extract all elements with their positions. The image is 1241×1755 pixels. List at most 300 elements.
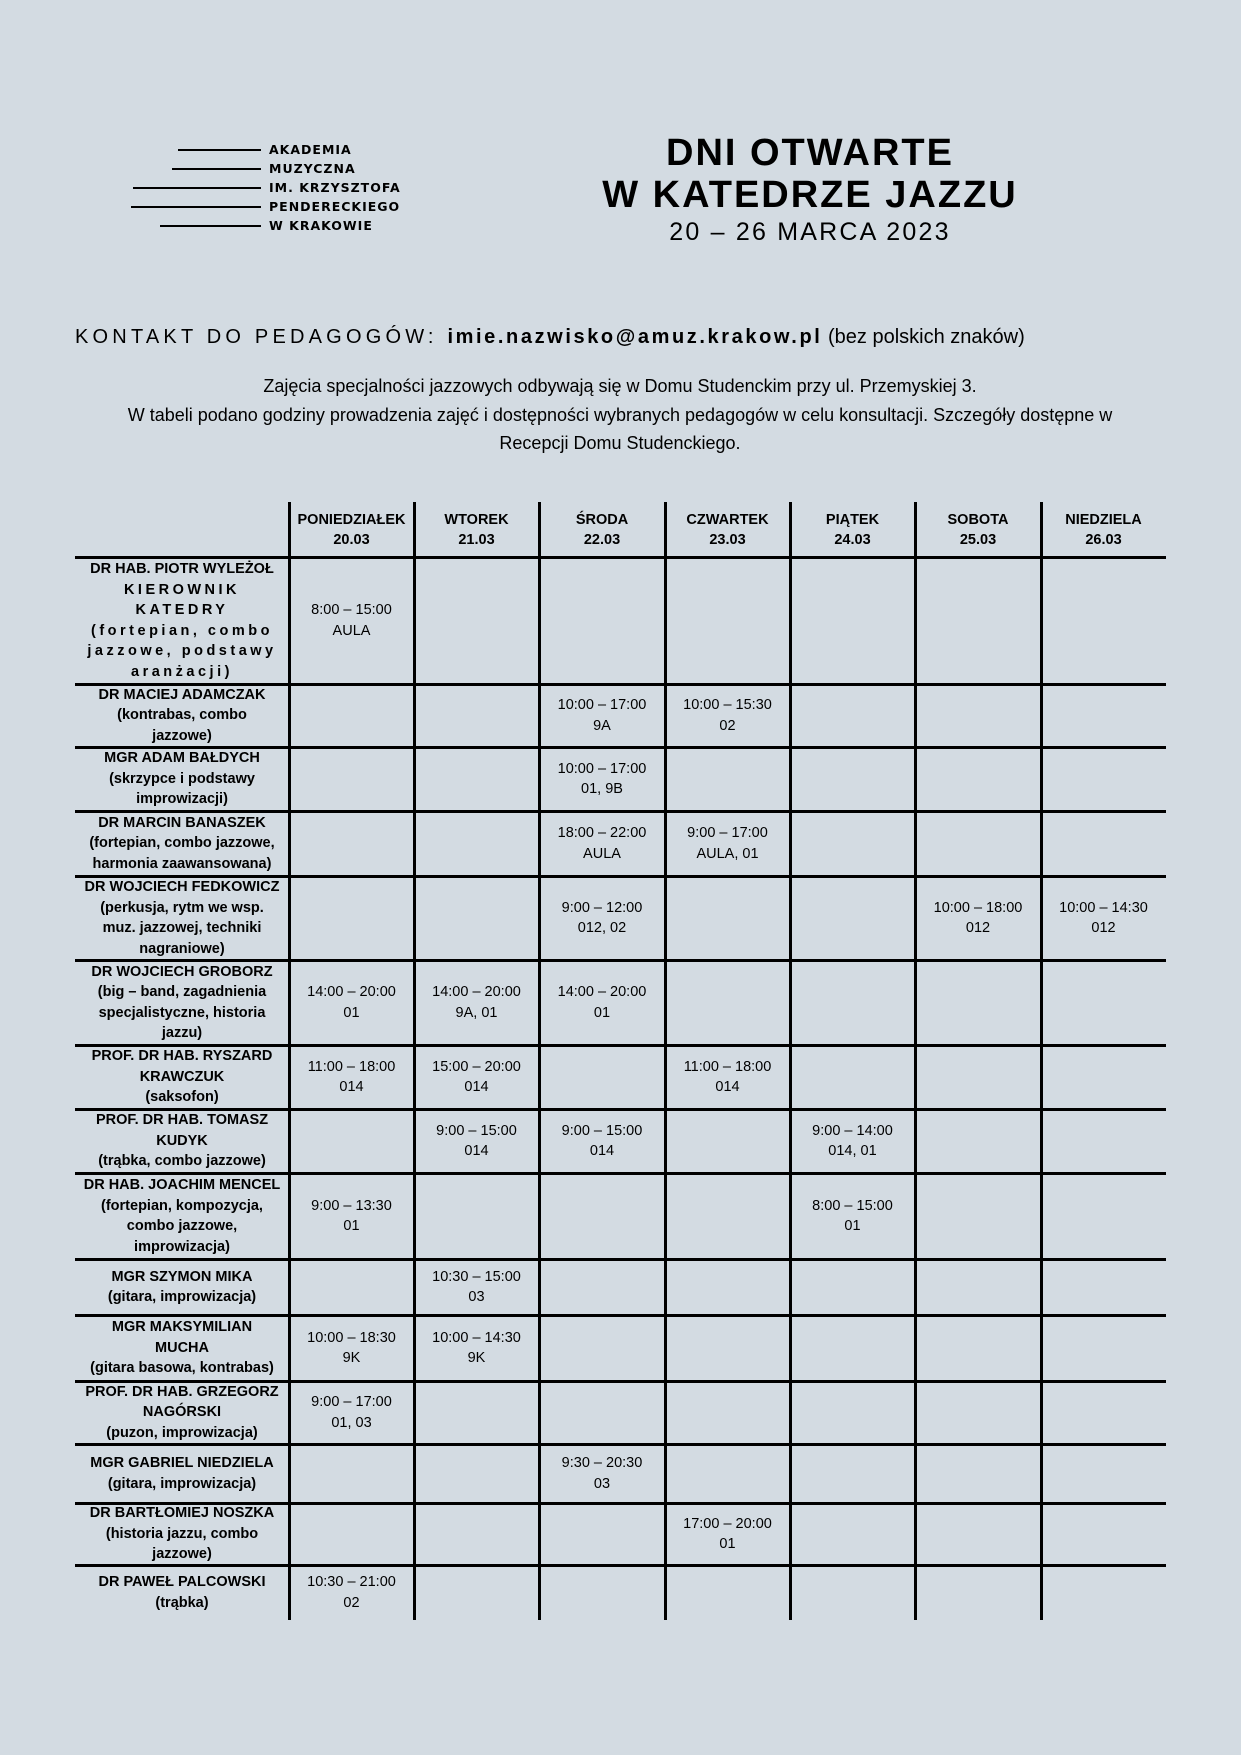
schedule-slot	[665, 1503, 790, 1565]
schedule-slot	[665, 747, 790, 811]
slot-time: 9:00 – 17:00	[311, 1394, 392, 1410]
schedule-slot	[414, 1444, 539, 1503]
schedule-slot	[539, 1565, 665, 1620]
schedule-slot	[665, 1173, 790, 1259]
teacher-name-line: (trąbka, combo jazzowe)	[98, 1153, 266, 1170]
slot-room: 9A, 01	[455, 1004, 498, 1021]
schedule-slot	[289, 1045, 414, 1109]
teacher-name-line: (trąbka)	[155, 1594, 209, 1611]
teacher-name-line: (fortepian, combo jazzowe,	[89, 835, 275, 852]
slot-room: 03	[468, 1289, 485, 1305]
slot-content	[558, 823, 647, 864]
teacher-name-cell	[75, 1381, 289, 1444]
teacher-name-cell	[75, 1444, 289, 1503]
schedule-slot	[790, 557, 915, 684]
schedule-slot	[539, 876, 665, 960]
slot-content	[1059, 898, 1148, 939]
slot-content	[812, 1121, 893, 1162]
logo-text-line: PENDERECKIEGO	[269, 199, 401, 214]
slot-room: 9K	[467, 1350, 486, 1366]
schedule-slot	[790, 1109, 915, 1173]
contact-line	[75, 326, 1025, 349]
teacher-name-line: KRAWCZUK	[139, 1068, 225, 1085]
teacher-name-line: PROF. DR HAB. GRZEGORZ	[85, 1383, 279, 1400]
schedule-slot	[915, 747, 1041, 811]
schedule-slot	[414, 1381, 539, 1444]
teacher-name	[108, 1267, 256, 1308]
teacher-name-line: harmonia zaawansowana)	[92, 855, 272, 872]
schedule-slot	[665, 1045, 790, 1109]
slot-time: 10:00 – 18:00	[933, 899, 1023, 916]
teacher-name-line: DR WOJCIECH GROBORZ	[91, 963, 273, 980]
day-date: 22.03	[583, 531, 621, 548]
day-header	[1041, 502, 1166, 557]
day-header-content	[444, 510, 508, 550]
day-header	[289, 502, 414, 557]
slot-time: 9:00 – 13:30	[311, 1197, 392, 1214]
schedule-slot	[790, 876, 915, 960]
slot-room: 014	[589, 1143, 615, 1159]
slot-time: 8:00 – 15:00	[311, 602, 392, 618]
schedule-table	[75, 502, 1166, 1620]
contact-label: KONTAKT DO PEDAGOGÓW:	[75, 326, 448, 348]
slot-room: 014	[715, 1079, 740, 1095]
teacher-name-cell	[75, 1109, 289, 1173]
slot-content	[558, 982, 647, 1023]
schedule-slot	[665, 876, 790, 960]
slot-content	[558, 759, 647, 800]
slot-content	[311, 600, 392, 641]
schedule-slot	[414, 1109, 539, 1173]
slot-time: 9:00 – 12:00	[561, 899, 643, 916]
teacher-name	[98, 1572, 265, 1613]
slot-room: 02	[343, 1594, 360, 1611]
schedule-slot	[289, 1503, 414, 1565]
day-date: 21.03	[458, 531, 495, 548]
schedule-slot	[414, 557, 539, 684]
teacher-name-line: MGR GABRIEL NIEDZIELA	[90, 1455, 274, 1471]
day-header-content	[948, 510, 1009, 550]
schedule-slot	[1041, 1259, 1166, 1315]
slot-time: 15:00 – 20:00	[432, 1058, 521, 1075]
teacher-name	[96, 1110, 268, 1172]
day-date: 20.03	[333, 531, 370, 548]
teacher-name-line: improwizacji)	[136, 791, 228, 808]
slot-room: 9A	[593, 717, 611, 734]
day-header-content	[686, 510, 768, 550]
slot-time: 9:00 – 15:00	[436, 1122, 517, 1139]
slot-room: 03	[593, 1475, 611, 1492]
slot-content	[307, 982, 396, 1023]
slot-content	[934, 898, 1023, 939]
intro-line: Recepcji Domu Studenckiego.	[499, 433, 741, 453]
slot-content	[436, 1121, 517, 1162]
teacher-name-line: jazzowe)	[152, 727, 212, 744]
schedule-slot	[790, 1259, 915, 1315]
schedule-slot	[1041, 811, 1166, 876]
slot-time: 9:00 – 17:00	[687, 825, 768, 841]
slot-content	[311, 1392, 392, 1433]
schedule-slot	[1041, 684, 1166, 747]
schedule-slot	[414, 684, 539, 747]
teacher-name-line: MGR ADAM BAŁDYCH	[104, 750, 260, 767]
schedule-slot	[665, 960, 790, 1045]
slot-room: 01	[343, 1004, 360, 1021]
teacher-name-line: NAGÓRSKI	[142, 1404, 222, 1421]
schedule-slot	[790, 960, 915, 1045]
slot-room: 01	[844, 1218, 861, 1234]
day-header-content	[576, 510, 628, 550]
teacher-name-line: jazzu)	[161, 1025, 203, 1041]
slot-content	[683, 695, 772, 736]
teacher-name	[85, 877, 280, 959]
schedule-slot	[790, 1503, 915, 1565]
academy-logo	[130, 142, 430, 242]
teacher-name-cell	[75, 684, 289, 747]
schedule-slot	[289, 1315, 414, 1381]
teacher-name-line: KUDYK	[156, 1132, 208, 1149]
logo-text-line: AKADEMIA	[269, 142, 352, 157]
schedule-slot	[539, 747, 665, 811]
slot-room: 012	[965, 920, 991, 936]
teacher-name-cell	[75, 1565, 289, 1620]
schedule-slot	[539, 1173, 665, 1259]
slot-time: 14:00 – 20:00	[557, 984, 647, 1000]
intro-line: Zajęcia specjalności jazzowych odbywają się w Domu Studenckim przy ul. Przemyskiej 3.	[263, 376, 977, 396]
slot-time: 18:00 – 22:00	[557, 825, 647, 841]
schedule-slot	[1041, 1315, 1166, 1381]
teacher-name	[90, 1503, 274, 1565]
schedule-slot	[539, 811, 665, 876]
schedule-slot	[539, 557, 665, 684]
schedule-slot	[790, 1045, 915, 1109]
schedule-slot	[289, 1259, 414, 1315]
schedule-slot	[790, 811, 915, 876]
slot-time: 8:00 – 15:00	[812, 1197, 893, 1214]
teacher-name-line: (perkusja, rytm we wsp.	[100, 899, 264, 916]
teacher-name-line: aranżacji)	[131, 663, 233, 680]
slot-time: 9:00 – 14:00	[812, 1122, 893, 1139]
intro-line: W tabeli podano godziny prowadzenia zajęć i dostępności wybranych pedagogów w celu konsultacji. Szczegóły dostępne w	[127, 404, 1113, 425]
schedule-slot	[915, 684, 1041, 747]
day-date: 25.03	[959, 531, 997, 548]
schedule-slot	[915, 1259, 1041, 1315]
schedule-slot	[790, 1315, 915, 1381]
teacher-name-line: (skrzypce i podstawy	[109, 770, 255, 787]
schedule-slot	[289, 960, 414, 1045]
teacher-name-line: (fortepian, combo	[91, 622, 273, 639]
teacher-name-line: (kontrabas, combo	[117, 707, 247, 724]
slot-time: 10:00 – 17:00	[557, 760, 647, 777]
slot-time: 10:00 – 18:30	[307, 1329, 396, 1346]
teacher-name-cell	[75, 960, 289, 1045]
teacher-name-line: combo jazzowe,	[126, 1218, 238, 1234]
schedule-slot	[289, 1565, 414, 1620]
teacher-name-line: MUCHA	[155, 1339, 209, 1356]
schedule-slot	[665, 1109, 790, 1173]
teacher-name-cell	[75, 1315, 289, 1381]
schedule-slot	[665, 1565, 790, 1620]
teacher-name	[85, 1382, 278, 1444]
teacher-name-line: DR PAWEŁ PALCOWSKI	[98, 1574, 266, 1590]
teacher-name	[84, 1175, 281, 1257]
slot-room: AULA	[332, 622, 371, 639]
schedule-slot	[414, 811, 539, 876]
teacher-name	[89, 813, 274, 875]
teacher-name-cell	[75, 1173, 289, 1259]
schedule-slot	[915, 876, 1041, 960]
slot-time: 9:00 – 15:00	[561, 1122, 643, 1139]
schedule-slot	[915, 1444, 1041, 1503]
schedule-slot	[539, 1444, 665, 1503]
teacher-name-line: DR MARCIN BANASZEK	[98, 814, 266, 831]
schedule-slot	[1041, 557, 1166, 684]
schedule-slot	[539, 1503, 665, 1565]
schedule-slot	[915, 1109, 1041, 1173]
day-header-content	[826, 510, 879, 550]
schedule-slot	[539, 684, 665, 747]
schedule-slot	[1041, 747, 1166, 811]
teacher-name-line: muz. jazzowej, techniki	[102, 920, 262, 936]
slot-room: 014	[339, 1079, 364, 1095]
logo-line	[160, 225, 261, 227]
teacher-name-line: KIEROWNIK	[123, 581, 241, 598]
page-title	[560, 132, 1060, 246]
teacher-name-line: (saksofon)	[145, 1089, 219, 1106]
slot-time: 10:00 – 15:30	[683, 697, 772, 713]
schedule-slot	[289, 747, 414, 811]
day-name: ŚRODA	[575, 511, 629, 528]
schedule-slot	[915, 1565, 1041, 1620]
day-name: WTOREK	[444, 511, 509, 528]
teacher-name-cell	[75, 1503, 289, 1565]
logo-line	[172, 168, 261, 170]
teacher-name-line: (big – band, zagadnienia	[97, 984, 267, 1000]
slot-room: 9K	[342, 1350, 361, 1366]
teacher-name	[87, 559, 276, 682]
schedule-slot	[414, 1259, 539, 1315]
day-header	[915, 502, 1041, 557]
day-header	[790, 502, 915, 557]
teacher-name-cell	[75, 1045, 289, 1109]
schedule-slot	[414, 1565, 539, 1620]
slot-content	[562, 1121, 643, 1162]
slot-content	[687, 823, 768, 864]
teacher-name-line: DR BARTŁOMIEJ NOSZKA	[89, 1505, 275, 1522]
teacher-name-line: KATEDRY	[135, 602, 229, 618]
schedule-slot	[414, 960, 539, 1045]
intro-text	[70, 372, 1170, 458]
schedule-slot	[1041, 1173, 1166, 1259]
day-name: CZWARTEK	[686, 511, 769, 528]
teacher-name	[98, 685, 265, 747]
slot-content	[432, 1328, 521, 1369]
teacher-name-line: (gitara, improwizacja)	[107, 1289, 257, 1305]
slot-time: 10:00 – 17:00	[557, 697, 647, 713]
schedule-slot	[915, 557, 1041, 684]
schedule-slot	[790, 684, 915, 747]
schedule-slot	[1041, 960, 1166, 1045]
title-line-2: W KATEDRZE JAZZU	[602, 174, 1018, 216]
slot-room: 014	[464, 1079, 489, 1095]
schedule-slot	[665, 1444, 790, 1503]
schedule-slot	[1041, 1109, 1166, 1173]
slot-content	[307, 1572, 396, 1613]
schedule-slot	[289, 811, 414, 876]
teacher-name-line: specjalistyczne, historia	[98, 1004, 266, 1021]
teacher-name-line: DR MACIEJ ADAMCZAK	[98, 686, 266, 703]
slot-time: 10:00 – 14:30	[1059, 899, 1148, 916]
teacher-name	[91, 962, 272, 1044]
slot-room: AULA, 01	[696, 845, 759, 862]
schedule-slot	[539, 1315, 665, 1381]
slot-room: 012	[1091, 920, 1116, 936]
slot-content	[432, 982, 521, 1023]
schedule-slot	[915, 1503, 1041, 1565]
slot-time: 10:30 – 15:00	[432, 1268, 521, 1285]
schedule-slot	[915, 811, 1041, 876]
teacher-name	[90, 1317, 274, 1379]
teacher-name-line: (gitara basowa, kontrabas)	[90, 1360, 274, 1377]
schedule-slot	[665, 811, 790, 876]
slot-room: 01	[593, 1004, 611, 1021]
slot-room: 01	[343, 1218, 360, 1234]
slot-time: 11:00 – 18:00	[683, 1058, 772, 1075]
schedule-slot	[915, 1045, 1041, 1109]
slot-content	[562, 1453, 643, 1494]
title-line-1: DNI OTWARTE	[666, 132, 954, 174]
schedule-slot	[289, 557, 414, 684]
schedule-slot	[414, 1315, 539, 1381]
schedule-slot	[1041, 1565, 1166, 1620]
day-date: 23.03	[709, 531, 746, 548]
slot-time: 11:00 – 18:00	[307, 1058, 396, 1075]
day-name: PIĄTEK	[825, 511, 880, 528]
day-name: NIEDZIELA	[1065, 511, 1142, 528]
logo-line	[178, 149, 261, 151]
day-date: 24.03	[834, 531, 871, 548]
slot-room: 01	[719, 1536, 736, 1552]
schedule-slot	[289, 1444, 414, 1503]
slot-content	[558, 695, 647, 736]
slot-room: 01, 03	[331, 1414, 372, 1431]
contact-note: (bez polskich znaków)	[822, 326, 1025, 348]
schedule-slot	[1041, 1503, 1166, 1565]
teacher-name-line: DR HAB. PIOTR WYLEŻOŁ	[90, 561, 274, 577]
schedule-slot	[790, 1381, 915, 1444]
schedule-slot	[539, 960, 665, 1045]
teacher-name	[92, 1046, 273, 1108]
schedule-slot	[539, 1045, 665, 1109]
slot-content	[684, 1057, 772, 1098]
schedule-slot	[665, 1259, 790, 1315]
teacher-name-cell	[75, 811, 289, 876]
schedule-slot	[414, 1503, 539, 1565]
slot-room: AULA	[583, 845, 621, 862]
slot-content	[812, 1196, 893, 1237]
slot-room: 02	[719, 717, 736, 734]
schedule-slot	[665, 684, 790, 747]
slot-room: 014, 01	[828, 1143, 877, 1159]
teacher-name-line: (historia jazzu, combo	[105, 1525, 259, 1542]
logo-text-line: W KRAKOWIE	[269, 218, 373, 233]
schedule-slot	[414, 747, 539, 811]
teacher-name-cell	[75, 747, 289, 811]
slot-time: 10:30 – 21:00	[307, 1574, 396, 1590]
teacher-name	[104, 748, 260, 810]
schedule-slot	[915, 1381, 1041, 1444]
schedule-slot	[790, 1444, 915, 1503]
schedule-slot	[289, 1381, 414, 1444]
schedule-slot	[539, 1259, 665, 1315]
day-header-content	[298, 510, 406, 550]
schedule-slot	[289, 876, 414, 960]
teacher-name-cell	[75, 557, 289, 684]
day-header-content	[1065, 510, 1142, 550]
schedule-slot	[790, 747, 915, 811]
day-name: PONIEDZIAŁEK	[297, 511, 406, 528]
schedule-slot	[414, 1045, 539, 1109]
teacher-name-line: DR HAB. JOACHIM MENCEL	[83, 1177, 281, 1193]
schedule-slot	[915, 1315, 1041, 1381]
slot-content	[562, 898, 643, 939]
teacher-name-line: (gitara, improwizacja)	[107, 1475, 257, 1492]
schedule-slot	[289, 1173, 414, 1259]
schedule-slot	[790, 1565, 915, 1620]
day-header	[539, 502, 665, 557]
slot-room: 012, 02	[577, 920, 627, 936]
schedule-slot	[915, 1173, 1041, 1259]
slot-time: 14:00 – 20:00	[432, 984, 521, 1000]
schedule-slot	[790, 1173, 915, 1259]
teacher-name-line: DR WOJCIECH FEDKOWICZ	[84, 879, 280, 895]
slot-time: 14:00 – 20:00	[307, 984, 396, 1000]
schedule-slot	[665, 557, 790, 684]
schedule-slot	[1041, 1381, 1166, 1444]
schedule-slot	[289, 1109, 414, 1173]
teacher-name-line: MGR SZYMON MIKA	[111, 1268, 253, 1285]
schedule-slot	[1041, 1045, 1166, 1109]
slot-room: 014	[464, 1143, 489, 1159]
schedule-slot	[289, 684, 414, 747]
logo-line	[133, 187, 261, 189]
logo-line	[131, 206, 261, 208]
slot-content	[432, 1057, 521, 1098]
teacher-name-line: MGR MAKSYMILIAN	[111, 1319, 253, 1336]
teacher-name	[90, 1453, 273, 1494]
slot-content	[307, 1328, 396, 1369]
slot-content	[308, 1057, 396, 1098]
teacher-name-line: (fortepian, kompozycja,	[101, 1197, 263, 1214]
teacher-name-line: PROF. DR HAB. TOMASZ	[95, 1112, 269, 1129]
day-header	[414, 502, 539, 557]
schedule-slot	[1041, 1444, 1166, 1503]
schedule-slot	[414, 876, 539, 960]
teacher-name-line: jazzowe, podstawy	[87, 643, 277, 659]
schedule-slot	[539, 1109, 665, 1173]
title-dates: 20 – 26 MARCA 2023	[669, 218, 951, 246]
schedule-slot	[665, 1381, 790, 1444]
day-date: 26.03	[1085, 531, 1122, 548]
contact-email[interactable]: imie.nazwisko@amuz.krakow.pl	[447, 326, 823, 348]
teacher-name-line: nagraniowe)	[139, 940, 225, 957]
slot-content	[311, 1196, 392, 1237]
teacher-name-line: improwizacja)	[134, 1238, 230, 1255]
logo-text-line: MUZYCZNA	[269, 161, 356, 176]
teacher-name-cell	[75, 876, 289, 960]
slot-room: 01, 9B	[581, 781, 623, 797]
schedule-slot	[414, 1173, 539, 1259]
